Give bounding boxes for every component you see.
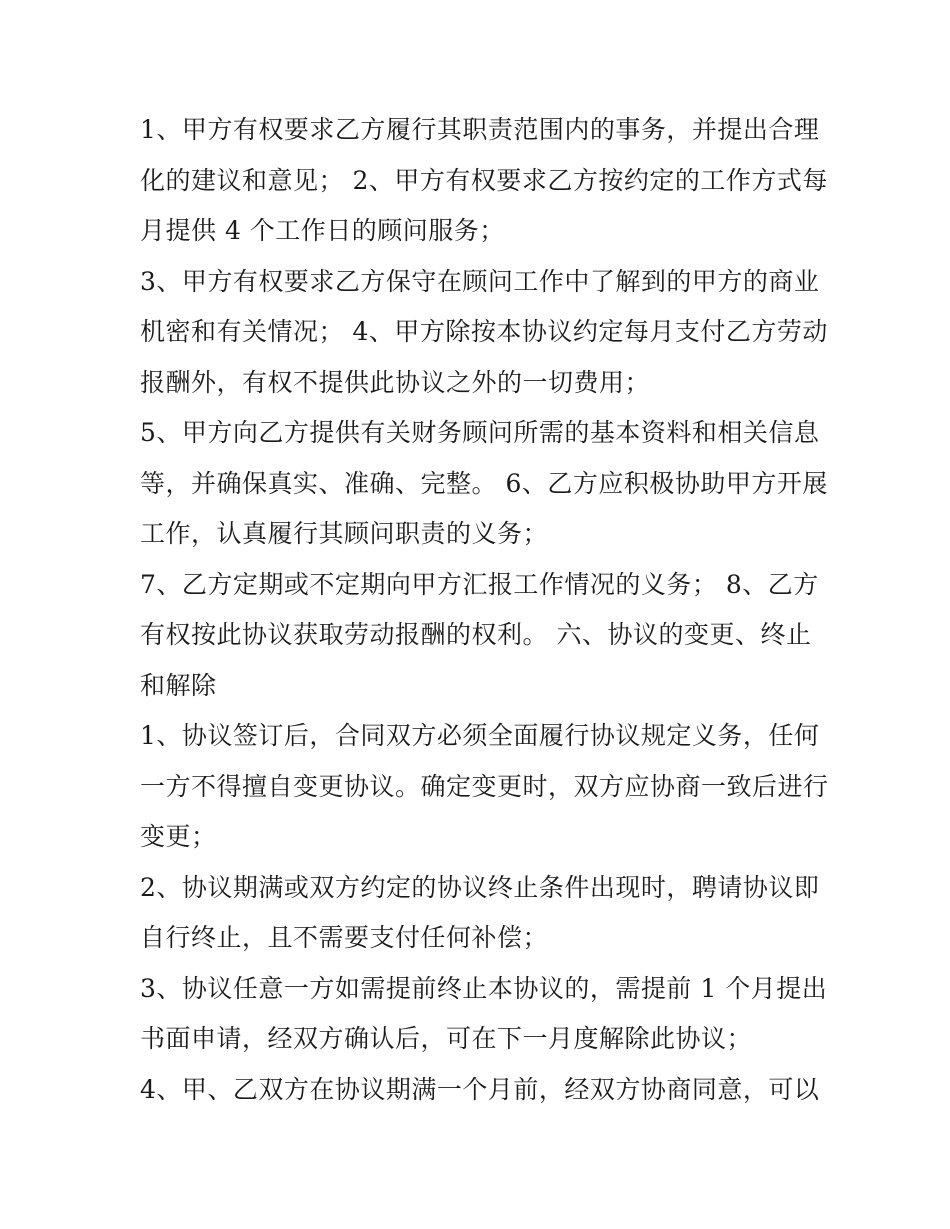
text-line: 3、甲方有权要求乙方保守在顾问工作中了解到的甲方的商业 [140,266,820,296]
text-line: 3、协议任意一方如需提前终止本协议的，需提前 1 个月提出 [140,973,828,1003]
text-line: 5、甲方向乙方提供有关财务顾问所需的基本资料和相关信息 [140,418,820,447]
text-line: 化的建议和意见； 2、甲方有权要求乙方按约定的工作方式每 [140,165,828,195]
text-line: 2、协议期满或双方约定的协议终止条件出现时，聘请协议即 [140,872,820,902]
text-line: 报酬外，有权不提供此协议之外的一切费用； [140,367,651,397]
text-line: 机密和有关情况； 4、甲方除按本协议约定每月支付乙方劳动 [140,317,828,346]
text-line: 书面申请，经双方确认后，可在下一月度解除此协议； [140,1024,753,1053]
document-body [140,105,830,1115]
text-line: 工作，认真履行其顾问职责的义务； [140,519,549,548]
text-line: 等，并确保真实、准确、完整。 6、乙方应积极协助甲方开展 [140,468,828,498]
text-line: 1、协议签订后，合同双方必须全面履行协议规定义务，任何 [140,721,820,750]
text-line: 变更； [140,822,217,851]
text-line: 7、乙方定期或不定期向甲方汇报工作情况的义务； 8、乙方 [140,569,819,599]
text-line: 和解除 [140,670,217,700]
text-line: 一方不得擅自变更协议。确定变更时，双方应协商一致后进行 [140,771,829,801]
text-line: 有权按此协议获取劳动报酬的权利。 六、协议的变更、终止 [140,620,812,649]
text-line: 1、甲方有权要求乙方履行其职责范围内的事务，并提出合理 [140,115,820,144]
text-line: 月提供 4 个工作日的顾问服务； [140,216,505,245]
text-line: 4、甲、乙双方在协议期满一个月前，经双方协商同意，可以 [140,1074,820,1104]
text-line: 自行终止，且不需要支付任何补偿； [140,923,549,952]
